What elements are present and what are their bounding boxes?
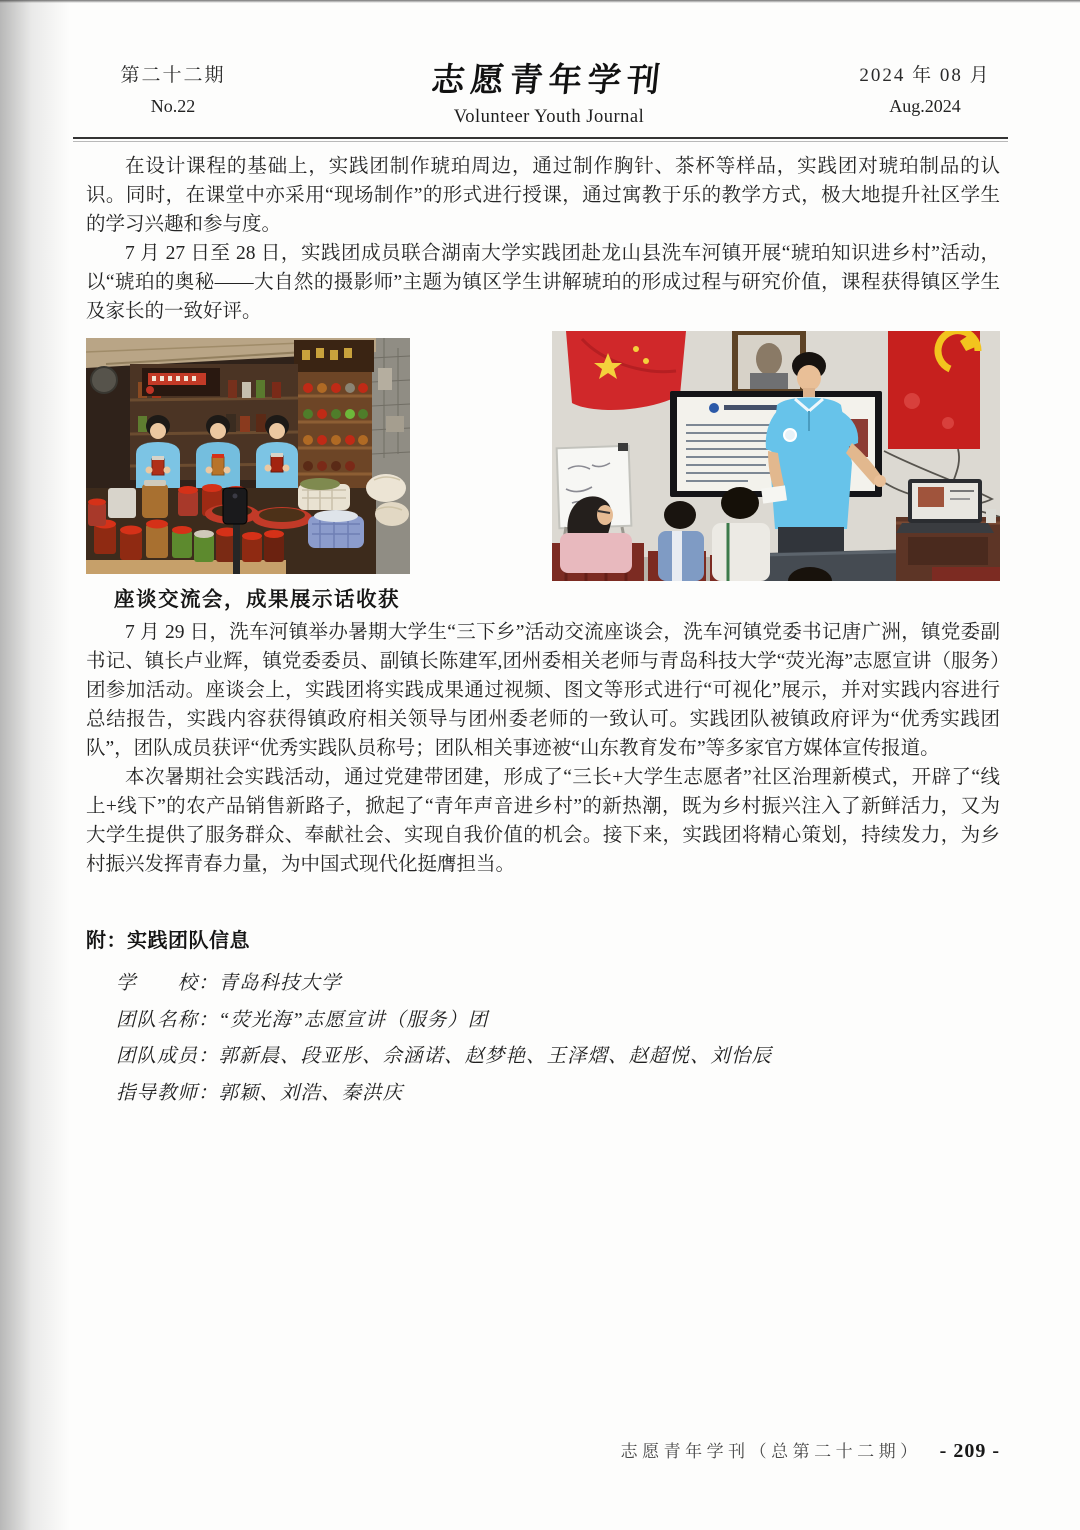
header-masthead-block [258, 54, 840, 128]
attachment-value: 郭新晨、段亚彤、佘涵诺、赵梦艳、王泽熠、赵超悦、刘怡辰 [218, 1046, 773, 1067]
attachment-row-members [86, 1039, 1000, 1076]
brick-wall [372, 338, 410, 574]
page-header [0, 0, 1080, 128]
header-rule [73, 137, 1008, 142]
footer-journal-line: 志愿青年学刊（总第二十二期） [620, 1442, 922, 1461]
attachment-value: 郭颖、刘浩、秦洪庆 [218, 1082, 404, 1104]
header-date-block [840, 54, 1010, 117]
shop-banner [142, 368, 220, 396]
issue-date-en: Aug.2024 [889, 96, 961, 116]
journal-title-en: Volunteer Youth Journal [453, 107, 645, 127]
attachment-value: “荧光海”志愿宣讲（服务）团 [218, 1009, 489, 1031]
chair-right [932, 567, 1000, 581]
product-table [86, 474, 409, 574]
paragraph-summary: 本次暑期社会实践活动，通过党建带团建，形成了“三长+大学生志愿者”社区治理新模式，开辟了“线上+线下”的农产品销售新路子，掀起了“青年声音进乡村”的新热潮，既为乡村振兴注入了新鲜活力，又为大学生提供了服务群众、奉献社会、实现自我价值的机会。接下来，实践团将精心策划，持续发力，为乡村振兴发挥青春力量，为中国式现代化挺膺担当。 [86, 767, 1000, 875]
paragraph-amber-activity: 7 月 27 日至 28 日，实践团成员联合湖南大学实践团赴龙山县洗车河镇开展“琥珀知识进乡村”活动，以“琥珀的奥秘——大自然的摄影师”主题为镇区学生讲解琥珀的形成过程与研究价值，课程获得镇区学生及家长的一致好评。 [86, 243, 1000, 322]
wall-fan [91, 367, 117, 393]
attachment-row-school [86, 966, 1000, 1003]
photo-classroom-lecture [552, 331, 1000, 581]
attachment-title: 附：实践团队信息 [86, 930, 250, 952]
attachment-section [86, 927, 1000, 1112]
issue-number-cn: 第二十二期 [120, 65, 226, 86]
photo-shop-livestream [86, 338, 410, 574]
attachment-label: 团队名称： [116, 1009, 219, 1031]
red-banner-right [888, 331, 980, 449]
attachment-row-advisors [86, 1076, 1000, 1113]
attachment-label: 指导教师： [116, 1082, 219, 1104]
attachment-label: 团队成员： [116, 1046, 219, 1067]
journal-title-calligraphy: 志愿青年学刊 [429, 60, 668, 99]
footer-page-number: - 209 - [939, 1440, 1000, 1462]
attachment-row-team-name [86, 1003, 1000, 1040]
photo-row [86, 331, 1000, 583]
paragraph-symposium: 7 月 29 日，洗车河镇举办暑期大学生“三下乡”活动交流座谈会，洗车河镇党委书记唐广洲，镇党委副书记、镇长卢业辉，镇党委委员、副镇长陈建军,团州委相关老师与青岛科技大学“荧光海”志愿宣讲（服务）团参加活动。座谈会上，实践团将实践成果通过视频、图文等形式进行“可视化”展示，并对实践内容进行总结报告，实践内容获得镇政府相关领导与团州委老师的一致认可。实践团队被镇政府评为“优秀实践团队”，团队成员获评“优秀实践队员称号；团队相关事迹被“山东教育发布”等多家官方媒体宣传报道。 [86, 622, 1000, 759]
photo-caption: 座谈交流会，成果展示话收获 [114, 589, 400, 611]
issue-number-en: No.22 [150, 96, 196, 116]
page-footer [621, 1437, 1000, 1463]
article-body [86, 152, 1000, 1112]
header-issue-block [88, 54, 258, 117]
red-flag-left [566, 331, 686, 410]
paragraph-course-design: 在设计课程的基础上，实践团制作琥珀周边，通过制作胸针、茶杯等样品，实践团对琥珀制品的认识。同时，在课堂中亦采用“现场制作”的形式进行授课，通过寓教于乐的教学方式，极大地提升社区学生的学习兴趣和参与度。 [86, 156, 1000, 235]
shop-signboard [294, 340, 374, 372]
attachment-label: 学 校： [116, 973, 219, 994]
issue-date-cn: 2024 年 08 月 [859, 65, 991, 86]
attachment-value: 青岛科技大学 [218, 973, 342, 994]
